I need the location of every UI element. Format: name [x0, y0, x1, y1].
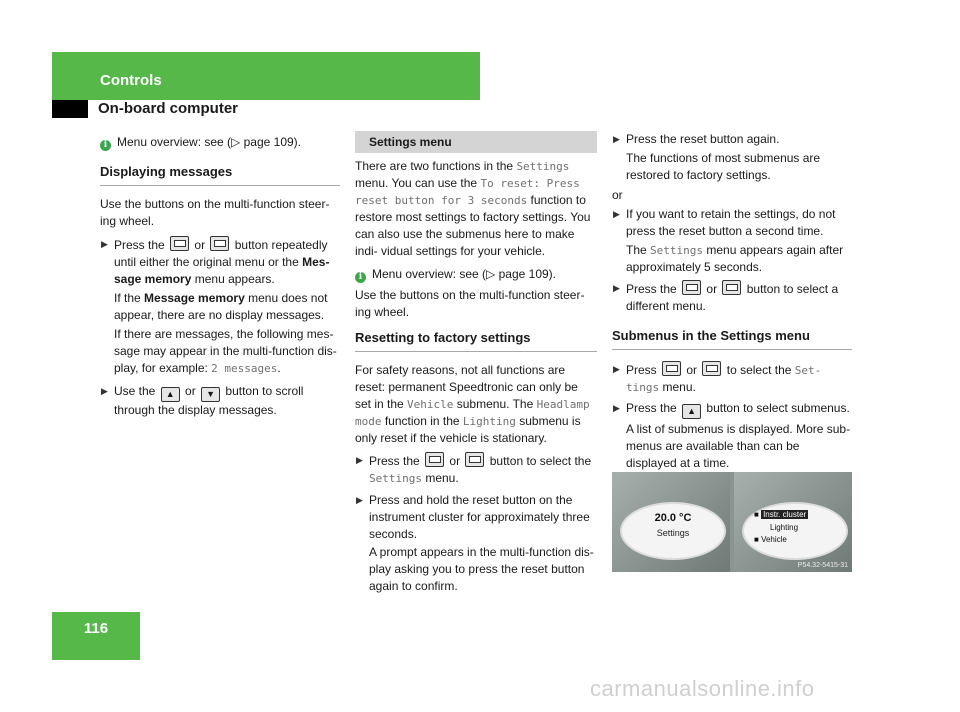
note-prompt: A prompt appears in the multi-function dis- play asking you to press the reset button again to confirm. [369, 545, 594, 593]
page-number: 116 [83, 620, 109, 637]
submenu-item: Lighting [770, 523, 799, 532]
menu-button-right-icon [722, 280, 741, 295]
submenu-item: ■ Vehicle [754, 535, 787, 544]
display-screen [620, 502, 726, 560]
step-select-settings-menu: ▶ Press or to select the Set- tings menu. [613, 363, 822, 394]
instrument-display-photo [612, 472, 852, 572]
menu-button-left-icon [682, 280, 701, 295]
note-restored: The functions of most submenus are restored to factory settings. [626, 151, 821, 182]
reset-safety-text: For safety reasons, not all functions are reset: permanent Speedtronic can only be set in the Vehicle submenu. The Headlamp mode function in the Lighting submenu is only reset if the vehicle is stationary. [355, 363, 590, 445]
submenu-item: ■ Instr. cluster [754, 510, 807, 519]
info-icon: i [355, 272, 366, 283]
intro-text: Use the buttons on the multi-function steer- ing wheel. [100, 197, 330, 228]
heading-resetting: Resetting to factory settings [355, 329, 597, 352]
step-press-button: ▶ Press the or button repeatedly until either the original menu or the Mes- sage memory menu appears. [101, 238, 330, 286]
step-select-settings: ▶ Press the or button to select the Settings menu. [356, 454, 592, 485]
up-arrow-button-icon: ▲ [161, 387, 180, 402]
step-hold-reset: ▶ Press and hold the reset button on the instrument cluster for approximately three seconds. [356, 493, 590, 541]
step-select-submenus: ▶ Press the ▲ button to select submenus. [612, 400, 852, 419]
settings-intro: There are two functions in the Settings menu. You can use the To reset: Press reset button for 3 seconds function to restore most settings to factory settings. You can also use the submenus here to make indi- vidual settings for your vehicle. [355, 159, 591, 258]
step-arrow-icon: ▶ [101, 386, 108, 396]
note-example-message: If there are messages, the following mes- sage may appear in the multi-function dis- play, for example: 2 messages. [114, 327, 337, 375]
watermark: carmanualsonline.info [590, 676, 815, 701]
or-text: or [612, 188, 623, 202]
step-retain-settings: ▶ If you want to retain the settings, do not press the reset button a second time. [613, 207, 836, 238]
column-3 [612, 131, 852, 472]
step-arrow-icon: ▶ [101, 239, 108, 249]
menu-button-right-icon [465, 452, 484, 467]
display-menu-label: Settings [656, 528, 690, 538]
step-arrow-icon: ▶ [613, 364, 620, 374]
step-arrow-icon: ▶ [613, 283, 620, 293]
step-select-different-menu: ▶ Press the or button to select a different menu. [613, 282, 839, 313]
heading-displaying-messages: Displaying messages [100, 163, 340, 186]
section-title: Controls [100, 72, 162, 89]
photo-code: P54.32-5415-31 [797, 562, 848, 569]
step-scroll-messages: ▶ Use the ▲ or ▼ button to scroll through the display messages. [101, 384, 304, 417]
display-panel-settings [612, 472, 730, 572]
up-arrow-button-icon: ▲ [682, 404, 701, 419]
info-note: i Menu overview: see (▷ page 109). [355, 266, 597, 283]
subsection-title: On-board computer [98, 100, 239, 117]
column-2 [355, 131, 597, 595]
heading-settings-menu: Settings menu [355, 131, 597, 153]
info-note: i Menu overview: see (▷ page 109). [100, 134, 340, 151]
step-arrow-icon: ▶ [356, 455, 363, 465]
display-panel-submenus [734, 472, 852, 572]
note-submenu-list: A list of submenus is displayed. More sub- menus are available than can be displayed at a time. [626, 422, 851, 470]
down-arrow-button-icon: ▼ [201, 387, 220, 402]
info-icon: i [100, 140, 111, 151]
display-temperature: 20.0 °C [654, 512, 692, 524]
menu-button-right-icon [210, 236, 229, 251]
subsection-marker [52, 100, 88, 118]
menu-button-left-icon [425, 452, 444, 467]
step-arrow-icon: ▶ [613, 209, 620, 219]
step-arrow-icon: ▶ [356, 495, 363, 505]
menu-button-right-icon [702, 361, 721, 376]
note-menu-appears: The Settings menu appears again after approximately 5 seconds. [626, 243, 844, 274]
step-press-reset-again: ▶ Press the reset button again. [613, 132, 780, 146]
note-message-memory: If the Message memory menu does not appear, there are no display messages. [114, 291, 328, 322]
heading-submenus: Submenus in the Settings menu [612, 327, 852, 350]
display-screen [742, 502, 848, 560]
step-arrow-icon: ▶ [613, 403, 620, 413]
menu-button-left-icon [662, 361, 681, 376]
step-arrow-icon: ▶ [613, 134, 620, 144]
column-1 [100, 134, 340, 419]
settings-buttons-text: Use the buttons on the multi-function steer- ing wheel. [355, 288, 585, 319]
menu-button-left-icon [170, 236, 189, 251]
